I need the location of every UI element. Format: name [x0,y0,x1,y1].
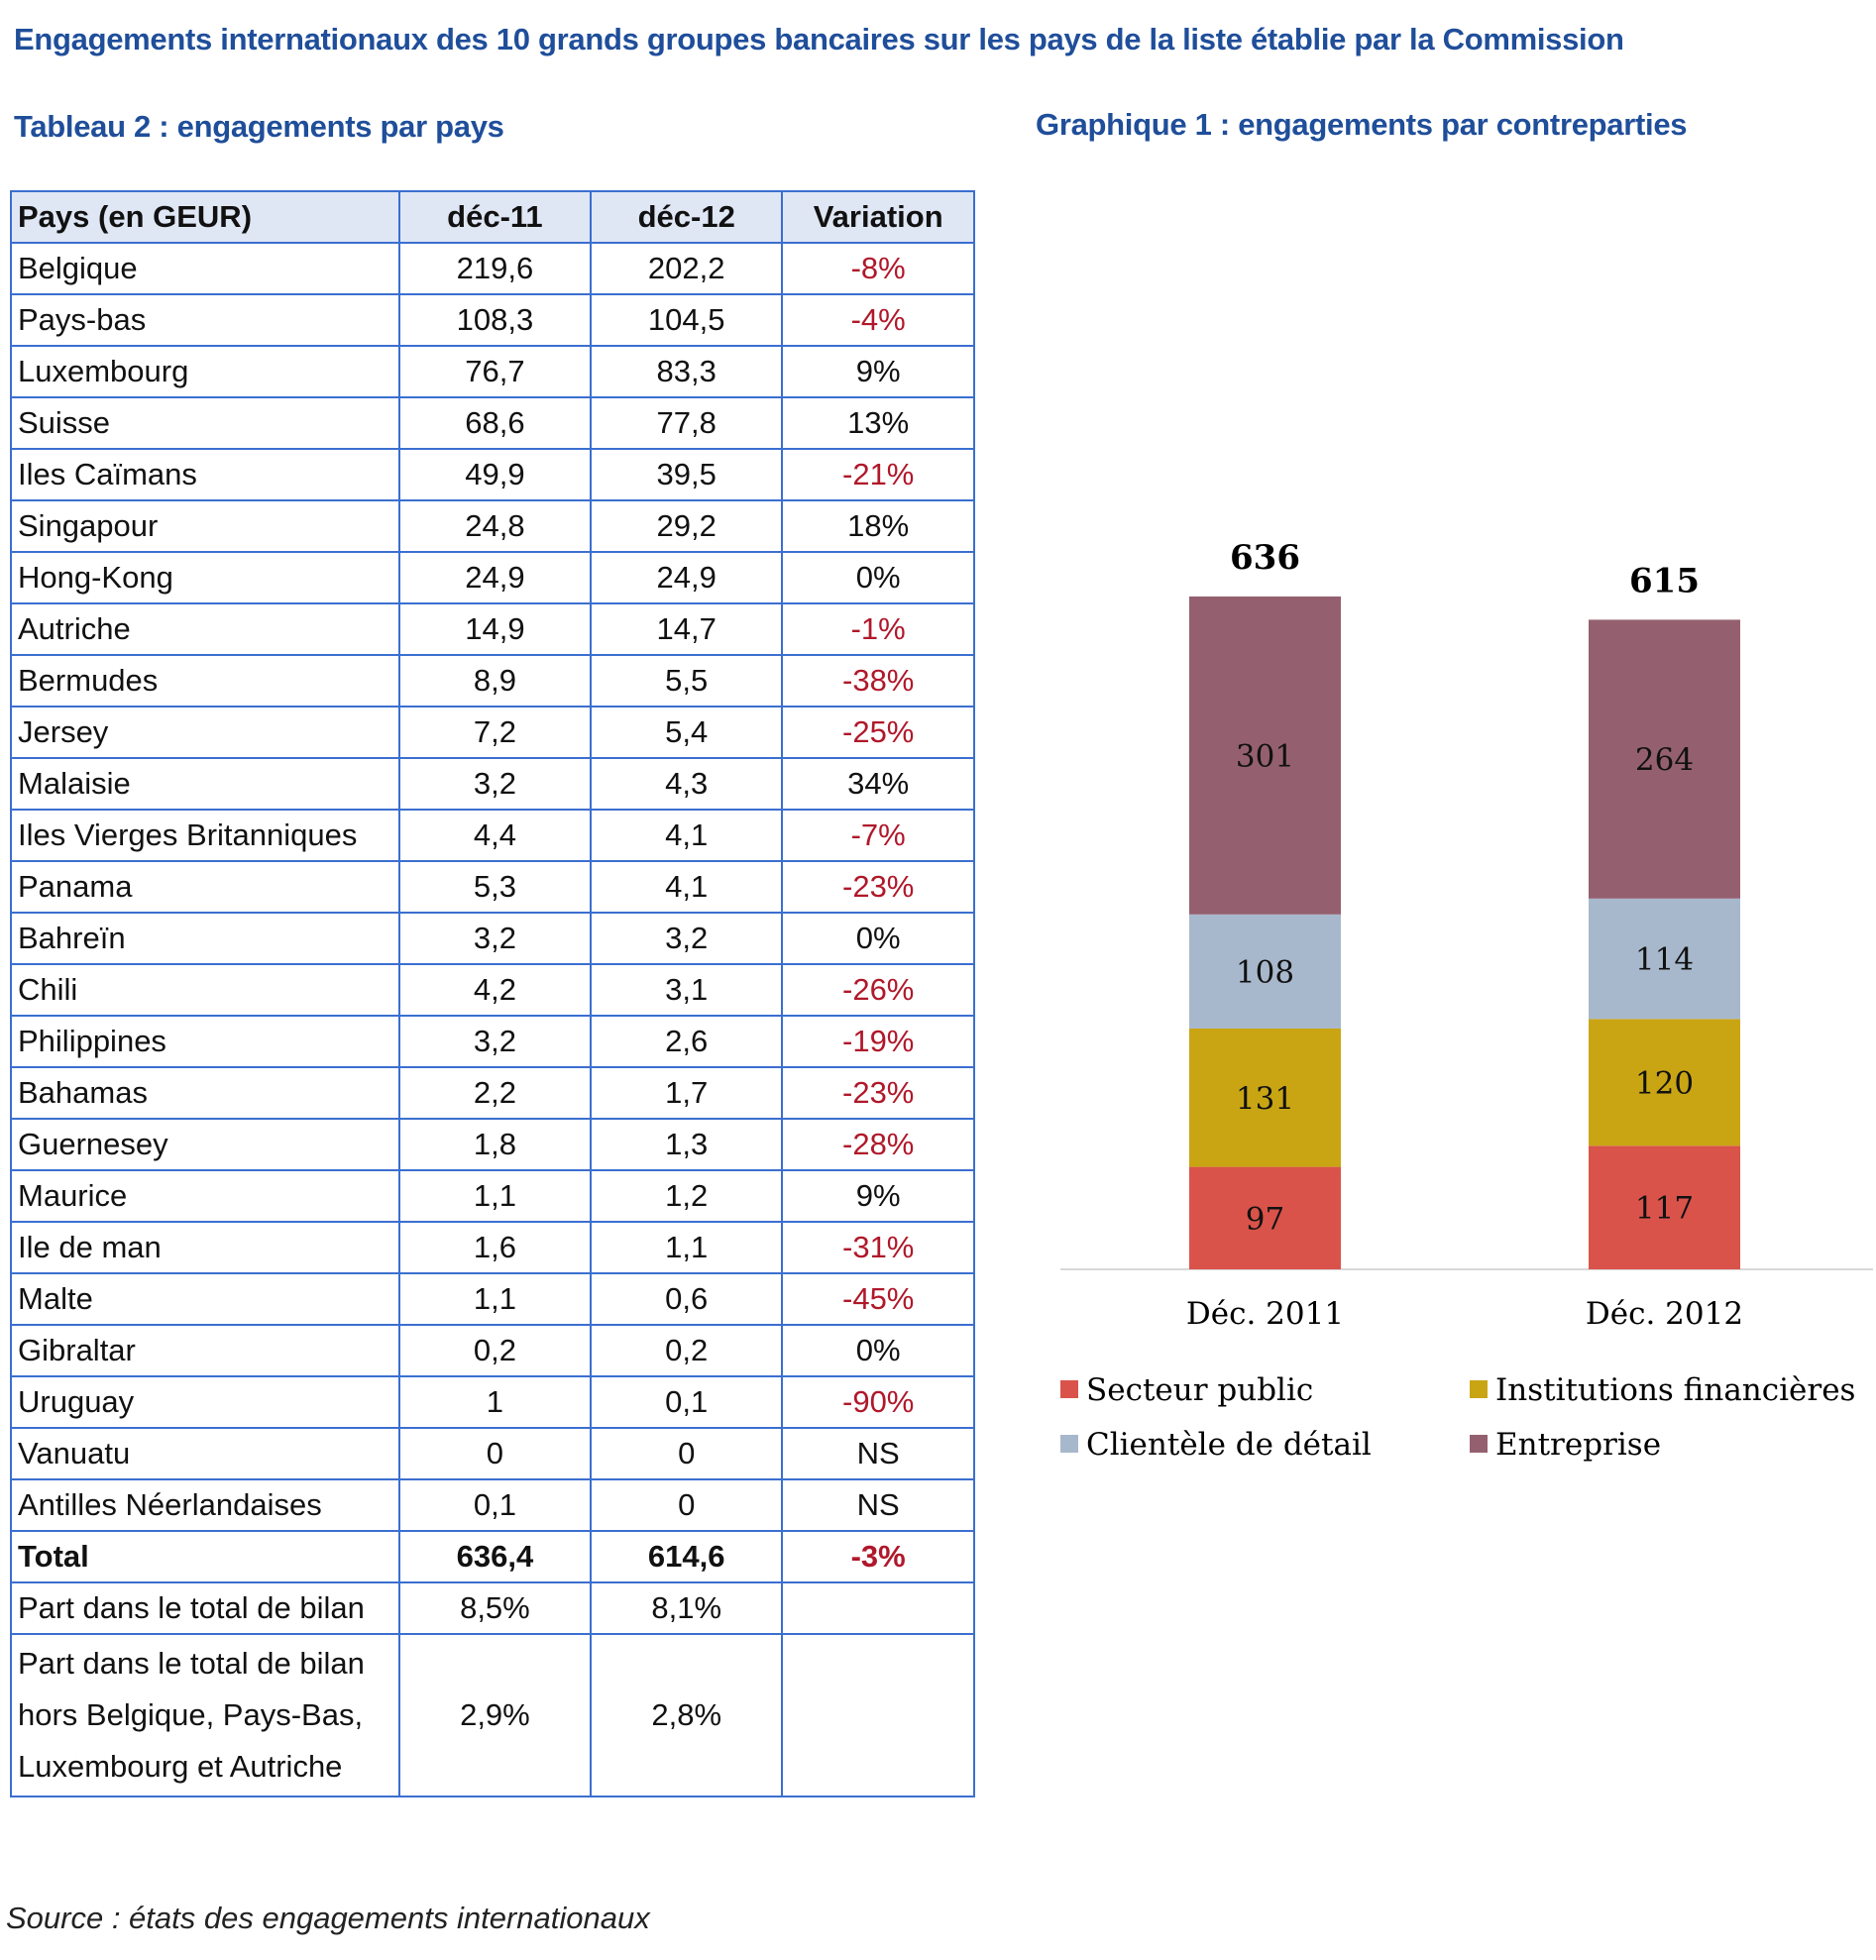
cell-dec11: 1 [399,1376,591,1428]
cell-variation: NS [782,1428,974,1479]
legend-label: Secteur public [1086,1372,1314,1408]
share-excl-row [11,1634,974,1797]
data-label: 131 [1235,1080,1295,1117]
cell-dec11: 2,9% [399,1634,591,1797]
cell-country: Iles Vierges Britanniques [11,810,399,861]
cell-variation: -8% [782,243,974,294]
data-label: 264 [1634,742,1695,779]
cell-country: Malte [11,1273,399,1325]
table-row [11,707,974,758]
cell-dec11: 219,6 [399,243,591,294]
cell-variation: -45% [782,1273,974,1325]
cell-dec11: 7,2 [399,707,591,758]
cell-dec11: 4,2 [399,964,591,1016]
cell-dec11: 24,9 [399,552,591,603]
table-row [11,964,974,1016]
cell-dec11: 0,1 [399,1479,591,1531]
source-note: Source : états des engagements internationaux [6,1901,650,1935]
table-row [11,1170,974,1222]
cell-country: Singapour [11,500,399,552]
cell-dec11: 49,9 [399,449,591,500]
table-row [11,861,974,913]
cell-variation [782,1582,974,1634]
cell-variation: -7% [782,810,974,861]
cell-country: Iles Caïmans [11,449,399,500]
data-label: 117 [1634,1190,1695,1227]
cell-variation: 0% [782,1325,974,1376]
legend-label: Institutions financières [1495,1372,1856,1408]
share-row [11,1582,974,1634]
chart-title: Graphique 1 : engagements par contreparties [1036,107,1688,142]
table-row [11,1016,974,1067]
cell-dec11: 108,3 [399,294,591,346]
category-label: Déc. 2012 [1585,1296,1744,1332]
cell-dec11: 2,2 [399,1067,591,1119]
table-row [11,449,974,500]
cell-dec12: 0 [591,1428,782,1479]
cell-variation: 9% [782,1170,974,1222]
cell-variation: -26% [782,964,974,1016]
cell-country: Guernesey [11,1119,399,1170]
cell-country: Pays-bas [11,294,399,346]
cell-dec12: 202,2 [591,243,782,294]
cell-dec12: 614,6 [591,1531,782,1582]
header-dec12: déc-12 [591,191,782,243]
cell-dec12: 24,9 [591,552,782,603]
cell-dec11: 0,2 [399,1325,591,1376]
cell-dec11: 4,4 [399,810,591,861]
cell-dec11: 1,8 [399,1119,591,1170]
cell-country: Bahreïn [11,913,399,964]
cell-country: Antilles Néerlandaises [11,1479,399,1531]
cell-dec11: 8,9 [399,655,591,707]
table-header-row [11,191,974,243]
data-label: 301 [1235,738,1295,775]
cell-country: Jersey [11,707,399,758]
cell-variation: 9% [782,346,974,397]
cell-country: Vanuatu [11,1428,399,1479]
cell-dec12: 83,3 [591,346,782,397]
cell-country: Malaisie [11,758,399,810]
table-title: Tableau 2 : engagements par pays [14,109,504,144]
cell-variation: 0% [782,913,974,964]
legend-label: Entreprise [1495,1427,1662,1463]
data-label: 114 [1634,941,1695,978]
cell-dec12: 3,1 [591,964,782,1016]
cell-variation: -31% [782,1222,974,1273]
cell-dec12: 5,5 [591,655,782,707]
cell-dec12: 3,2 [591,913,782,964]
cell-dec12: 4,3 [591,758,782,810]
cell-country: Chili [11,964,399,1016]
cell-dec11: 5,3 [399,861,591,913]
cell-variation: NS [782,1479,974,1531]
cell-dec11: 8,5% [399,1582,591,1634]
cell-dec12: 2,6 [591,1016,782,1067]
stacked-bar-chart [1031,466,1873,1516]
header-dec11: déc-11 [399,191,591,243]
cell-country: Autriche [11,603,399,655]
cell-dec12: 0,6 [591,1273,782,1325]
table-row [11,243,974,294]
table-row [11,346,974,397]
header-country: Pays (en GEUR) [11,191,399,243]
cell-dec12: 4,1 [591,861,782,913]
legend-swatch [1060,1380,1078,1398]
data-label: 108 [1235,954,1295,991]
cell-dec12: 4,1 [591,810,782,861]
cell-country: Hong-Kong [11,552,399,603]
cell-variation: -1% [782,603,974,655]
cell-dec11: 636,4 [399,1531,591,1582]
legend-swatch [1470,1435,1488,1453]
cell-dec12: 1,2 [591,1170,782,1222]
cell-dec11: 0 [399,1428,591,1479]
cell-dec12: 14,7 [591,603,782,655]
cell-country: Bermudes [11,655,399,707]
cell-country: Part dans le total de bilan [11,1582,399,1634]
cell-variation: -4% [782,294,974,346]
cell-country: Belgique [11,243,399,294]
cell-country: Total [11,1531,399,1582]
engagements-table [10,190,975,1797]
cell-dec11: 3,2 [399,913,591,964]
cell-dec11: 3,2 [399,1016,591,1067]
cell-country: Ile de man [11,1222,399,1273]
cell-dec12: 8,1% [591,1582,782,1634]
cell-dec12: 5,4 [591,707,782,758]
total-label: 636 [1230,537,1300,578]
cell-country: Luxembourg [11,346,399,397]
data-label: 120 [1634,1065,1695,1102]
legend-swatch [1060,1435,1078,1453]
cell-country: Panama [11,861,399,913]
table-row [11,1273,974,1325]
cell-dec11: 76,7 [399,346,591,397]
cell-variation: -3% [782,1531,974,1582]
table-row [11,913,974,964]
table-row [11,1222,974,1273]
cell-variation: -21% [782,449,974,500]
cell-country: Bahamas [11,1067,399,1119]
cell-country: Maurice [11,1170,399,1222]
cell-variation: -90% [782,1376,974,1428]
total-row [11,1531,974,1582]
cell-dec11: 68,6 [399,397,591,449]
category-label: Déc. 2011 [1185,1296,1345,1332]
cell-dec12: 0 [591,1479,782,1531]
cell-variation: -25% [782,707,974,758]
table-row [11,1119,974,1170]
table-row [11,655,974,707]
table-row [11,552,974,603]
cell-dec12: 77,8 [591,397,782,449]
legend-label: Clientèle de détail [1086,1427,1372,1463]
page-title: Engagements internationaux des 10 grands groupes bancaires sur les pays de la liste établie par la Commission [14,22,1624,56]
total-label: 615 [1629,561,1700,601]
data-label: 97 [1245,1201,1285,1238]
cell-dec11: 24,8 [399,500,591,552]
cell-country: Part dans le total de bilan hors Belgique, Pays-Bas, Luxembourg et Autriche [11,1634,399,1797]
legend-swatch [1470,1380,1488,1398]
cell-country: Gibraltar [11,1325,399,1376]
table-row [11,1376,974,1428]
header-variation: Variation [782,191,974,243]
cell-dec11: 1,1 [399,1273,591,1325]
cell-country: Philippines [11,1016,399,1067]
table-row [11,758,974,810]
cell-variation: -19% [782,1016,974,1067]
cell-dec12: 2,8% [591,1634,782,1797]
cell-variation: 13% [782,397,974,449]
cell-variation: 18% [782,500,974,552]
cell-dec12: 1,7 [591,1067,782,1119]
cell-dec11: 3,2 [399,758,591,810]
table-row [11,1479,974,1531]
cell-dec12: 0,1 [591,1376,782,1428]
cell-variation [782,1634,974,1797]
table-row [11,810,974,861]
cell-dec12: 104,5 [591,294,782,346]
cell-country: Uruguay [11,1376,399,1428]
table-row [11,1325,974,1376]
table-row [11,500,974,552]
cell-variation: -23% [782,861,974,913]
cell-dec11: 14,9 [399,603,591,655]
cell-variation: 0% [782,552,974,603]
cell-dec12: 1,3 [591,1119,782,1170]
cell-variation: -23% [782,1067,974,1119]
table-row [11,603,974,655]
cell-variation: -38% [782,655,974,707]
table-row [11,397,974,449]
cell-dec12: 29,2 [591,500,782,552]
table-row [11,294,974,346]
cell-dec12: 39,5 [591,449,782,500]
cell-variation: 34% [782,758,974,810]
cell-dec11: 1,6 [399,1222,591,1273]
cell-dec12: 1,1 [591,1222,782,1273]
table-row [11,1428,974,1479]
cell-dec11: 1,1 [399,1170,591,1222]
cell-country: Suisse [11,397,399,449]
cell-variation: -28% [782,1119,974,1170]
cell-dec12: 0,2 [591,1325,782,1376]
table-row [11,1067,974,1119]
